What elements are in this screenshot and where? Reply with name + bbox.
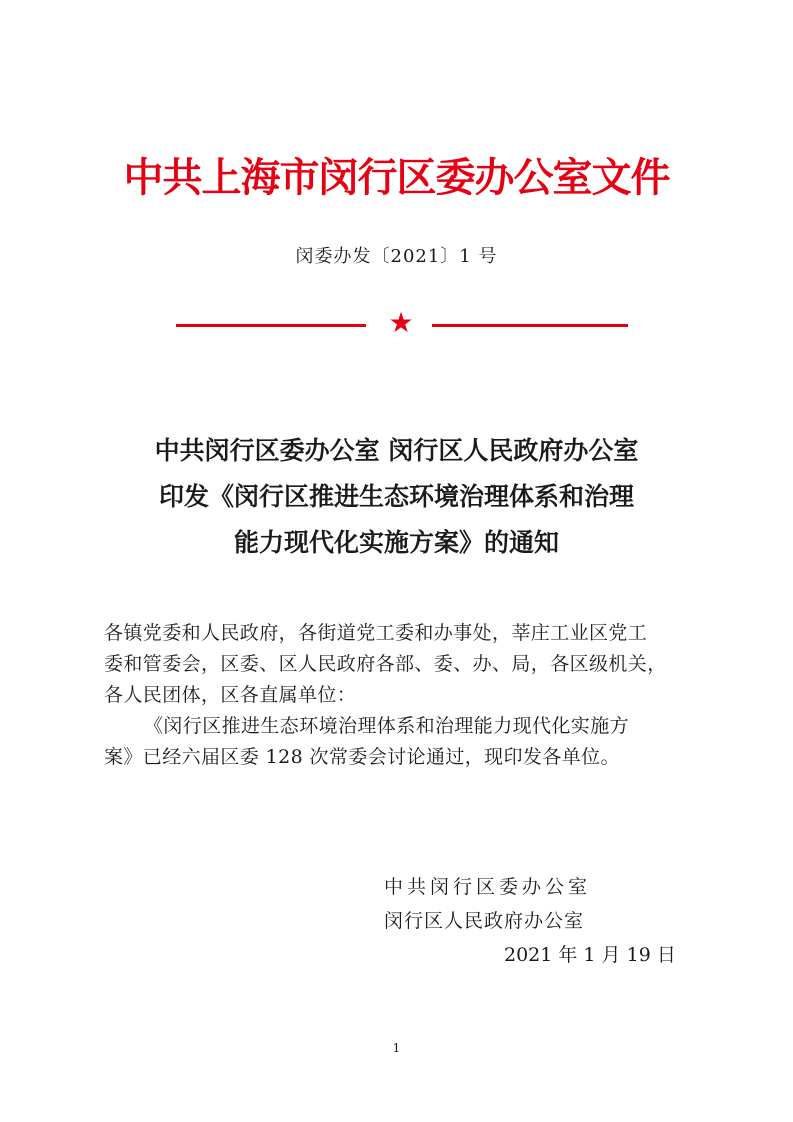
issuer-government-office: 闵行区人民政府办公室 bbox=[384, 910, 585, 932]
notice-body bbox=[104, 618, 694, 773]
recipients-line: 各镇党委和人民政府，各街道党工委和办事处，莘庄工业区党工 bbox=[104, 622, 648, 644]
document-number: 闵委办发〔2021〕1 号 bbox=[295, 246, 498, 267]
divider-line-right bbox=[432, 324, 628, 327]
issue-date: 2021 年 1 月 19 日 bbox=[504, 944, 676, 966]
divider-line-left bbox=[176, 324, 366, 327]
body-paragraph-line: 《闵行区推进生态环境治理体系和治理能力现代化实施方 bbox=[144, 715, 630, 737]
agency-title: 中共上海市闵行区委办公室文件 bbox=[123, 155, 670, 201]
signature-block bbox=[384, 870, 676, 972]
recipients-line: 委和管委会，区委、区人民政府各部、委、办、局，各区级机关， bbox=[104, 653, 667, 675]
title-line: 中共闵行区委办公室 闵行区人民政府办公室 bbox=[154, 436, 639, 465]
title-line: 能力现代化实施方案》的通知 bbox=[233, 528, 559, 557]
star-icon: ★ bbox=[388, 306, 414, 339]
red-divider bbox=[176, 306, 628, 339]
page-number: 1 bbox=[392, 1041, 401, 1055]
recipients-line: 各人民团体，区各直属单位： bbox=[104, 684, 357, 706]
title-line: 印发《闵行区推进生态环境治理体系和治理 bbox=[158, 482, 634, 511]
issuer-party-office: 中共闵行区委办公室 bbox=[384, 876, 592, 898]
notice-title bbox=[60, 428, 733, 566]
body-paragraph-line: 案》已经六届区委 128 次常委会讨论通过，现印发各单位。 bbox=[104, 746, 620, 768]
